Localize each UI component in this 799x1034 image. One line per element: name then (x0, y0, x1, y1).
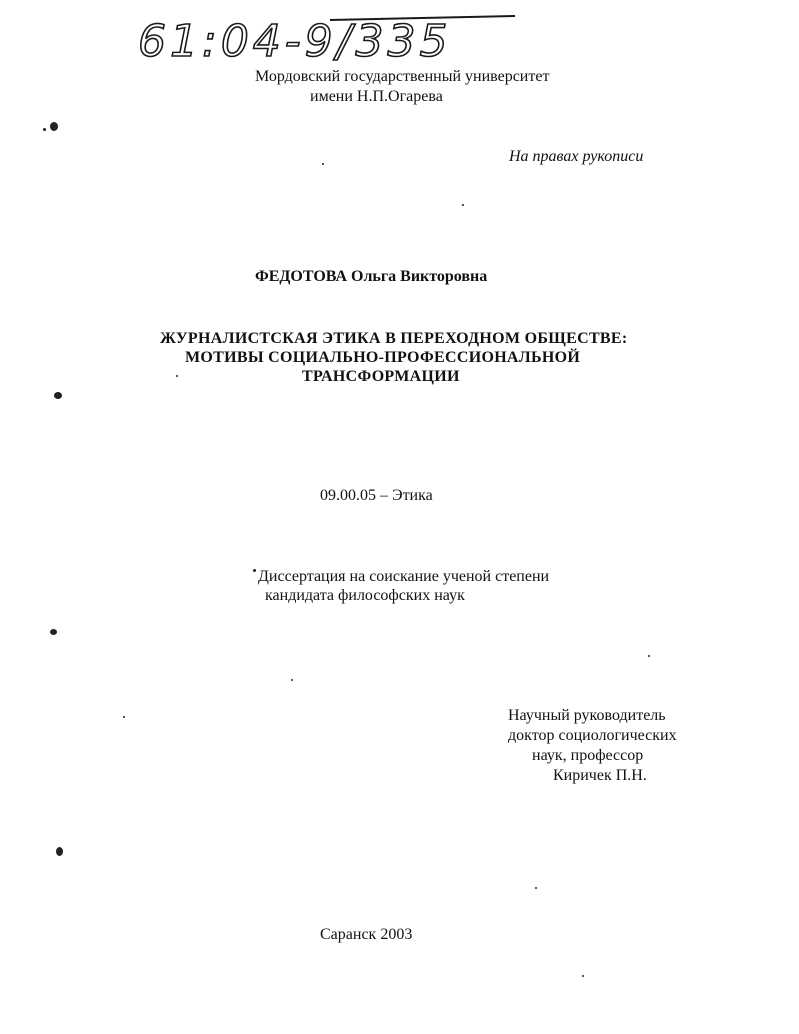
scan-artifact (253, 569, 256, 572)
supervisor-name: Киричек П.Н. (553, 767, 647, 784)
place-and-year: Саранск 2003 (320, 926, 413, 943)
scan-artifact (582, 975, 584, 977)
scan-artifact (54, 392, 62, 399)
scan-artifact (123, 716, 125, 718)
university-honorific: имени Н.П.Огарева (310, 88, 443, 105)
university-name: Мордовский государственный университет (255, 68, 550, 85)
degree-line-2: кандидата философских наук (265, 587, 465, 604)
scan-artifact (535, 887, 537, 889)
scan-artifact (43, 128, 46, 131)
scan-artifact (462, 204, 464, 206)
archive-code-text: 61:04-9/335 (138, 16, 452, 67)
author-surname: ФЕДОТОВА (255, 268, 347, 285)
scan-artifact (56, 847, 63, 856)
scan-artifact (50, 122, 58, 131)
rights-note: На правах рукописи (509, 148, 644, 165)
scan-artifact (50, 629, 57, 635)
specialty-code: 09.00.05 – Этика (320, 487, 433, 504)
title-line-1: ЖУРНАЛИСТСКАЯ ЭТИКА В ПЕРЕХОДНОМ ОБЩЕСТВЕ: (160, 330, 628, 347)
scan-artifact (291, 679, 293, 681)
title-line-3: ТРАНСФОРМАЦИИ (302, 368, 460, 385)
scan-artifact (322, 163, 324, 165)
supervisor-role: Научный руководитель (508, 707, 666, 724)
scan-artifact (648, 655, 650, 657)
supervisor-degree: доктор социологических (508, 727, 677, 744)
author-given-names: Ольга Викторовна (351, 268, 488, 285)
title-line-2: МОТИВЫ СОЦИАЛЬНО-ПРОФЕССИОНАЛЬНОЙ (185, 349, 581, 366)
author-name (255, 267, 487, 287)
degree-line-1: Диссертация на соискание ученой степени (258, 568, 550, 585)
scan-artifact (176, 375, 178, 377)
supervisor-title: наук, профессор (532, 747, 644, 764)
